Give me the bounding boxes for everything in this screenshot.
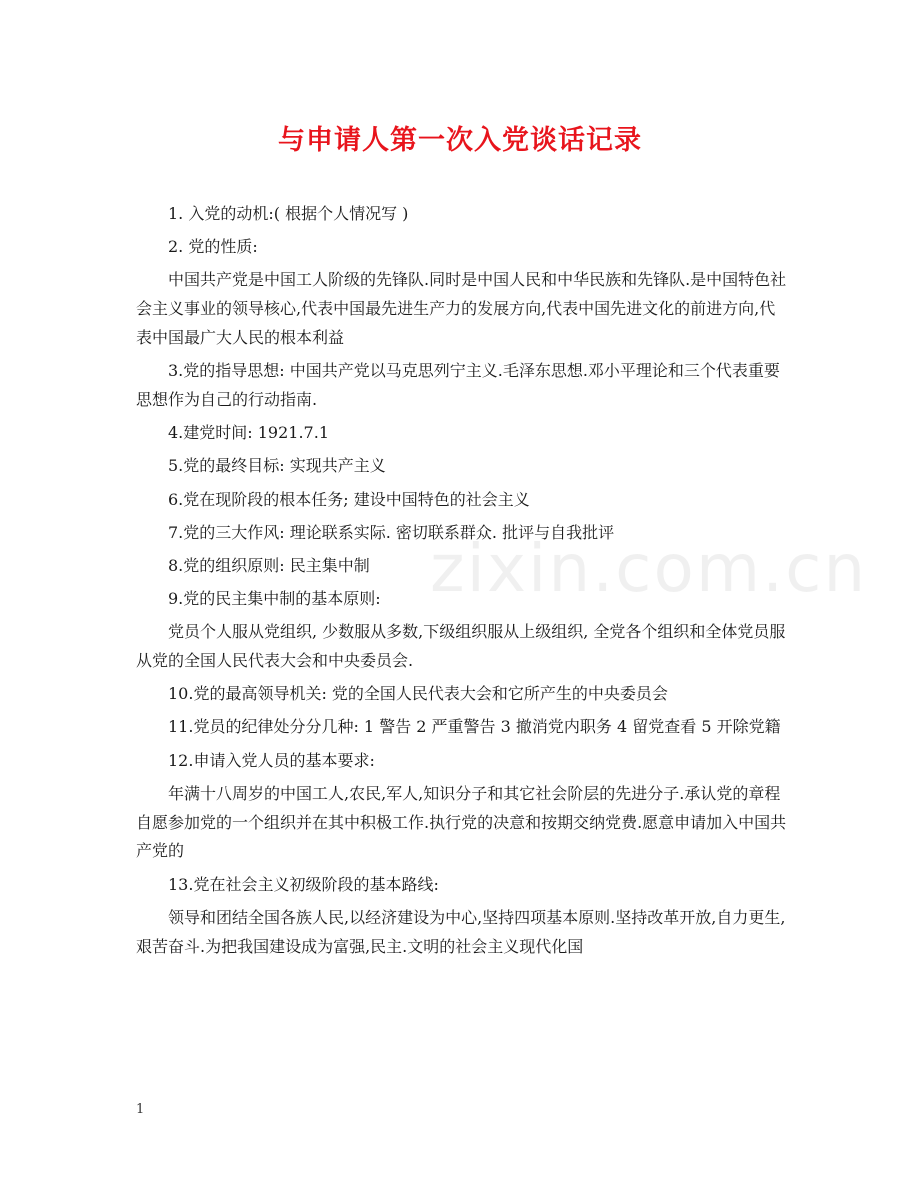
paragraph-9: 8.党的组织原则: 民主集中制 <box>168 555 370 575</box>
paragraph-13: 11.党员的纪律处分分几种: 1 警告 2 严重警告 3 撤消党内职务 4 留党查看 5 开除党籍 <box>168 717 781 737</box>
document-title: 与申请人第一次入党谈话记录 <box>278 125 642 156</box>
paragraph-5: 4.建党时间: 1921.7.1 <box>168 423 329 443</box>
paragraph-10: 9.党的民主集中制的基本原则: <box>168 589 381 609</box>
paragraph-12: 10.党的最高领导机关: 党的全国人民代表大会和它所产生的中央委员会 <box>168 684 668 704</box>
paragraph-7: 6.党在现阶段的根本任务; 建设中国特色的社会主义 <box>168 489 530 509</box>
paragraph-1: 1. 入党的动机:( 根据个人情况写 ) <box>168 204 409 223</box>
paragraph-6: 5.党的最终目标: 实现共产主义 <box>168 456 386 476</box>
paragraph-16: 13.党在社会主义初级阶段的基本路线: <box>168 874 439 894</box>
paragraph-17: 领导和团结全国各族人民,以经济建设为中心,坚持四项基本原则.坚持改革开放,自力更生,艰苦奋斗.为把我国建设成为富强,民主.文明的社会主义现代化国 <box>136 907 786 956</box>
paragraph-11: 党员个人服从党组织, 少数服从多数,下级组织服从上级组织, 全党各个组织和全体党员服从党的全国人民代表大会和中央委员会. <box>136 622 786 671</box>
paragraph-4: 3.党的指导思想: 中国共产党以马克思列宁主义.毛泽东思想.邓小平理论和三个代表重要思想作为自己的行动指南. <box>136 361 780 409</box>
page-number: 1 <box>136 1102 145 1117</box>
watermark: zixin.com.cn <box>430 530 868 607</box>
paragraph-8: 7.党的三大作风: 理论联系实际. 密切联系群众. 批评与自我批评 <box>168 522 615 542</box>
paragraph-3: 中国共产党是中国工人阶级的先锋队.同时是中国人民和中华民族和先锋队.是中国特色社会主义事业的领导核心,代表中国最先进生产力的发展方向,代表中国先进文化的前进方向,代表中国最广大人民的根本利益 <box>136 270 787 347</box>
paragraph-15: 年满十八周岁的中国工人,农民,军人,知识分子和其它社会阶层的先进分子.承认党的章程自愿参加党的一个组织并在其中积极工作.执行党的决意和按期交纳党费.愿意申请加入中国共产党的 <box>136 783 787 861</box>
paragraph-2: 2. 党的性质: <box>168 237 258 257</box>
paragraph-14: 12.申请入党人员的基本要求: <box>168 750 375 770</box>
